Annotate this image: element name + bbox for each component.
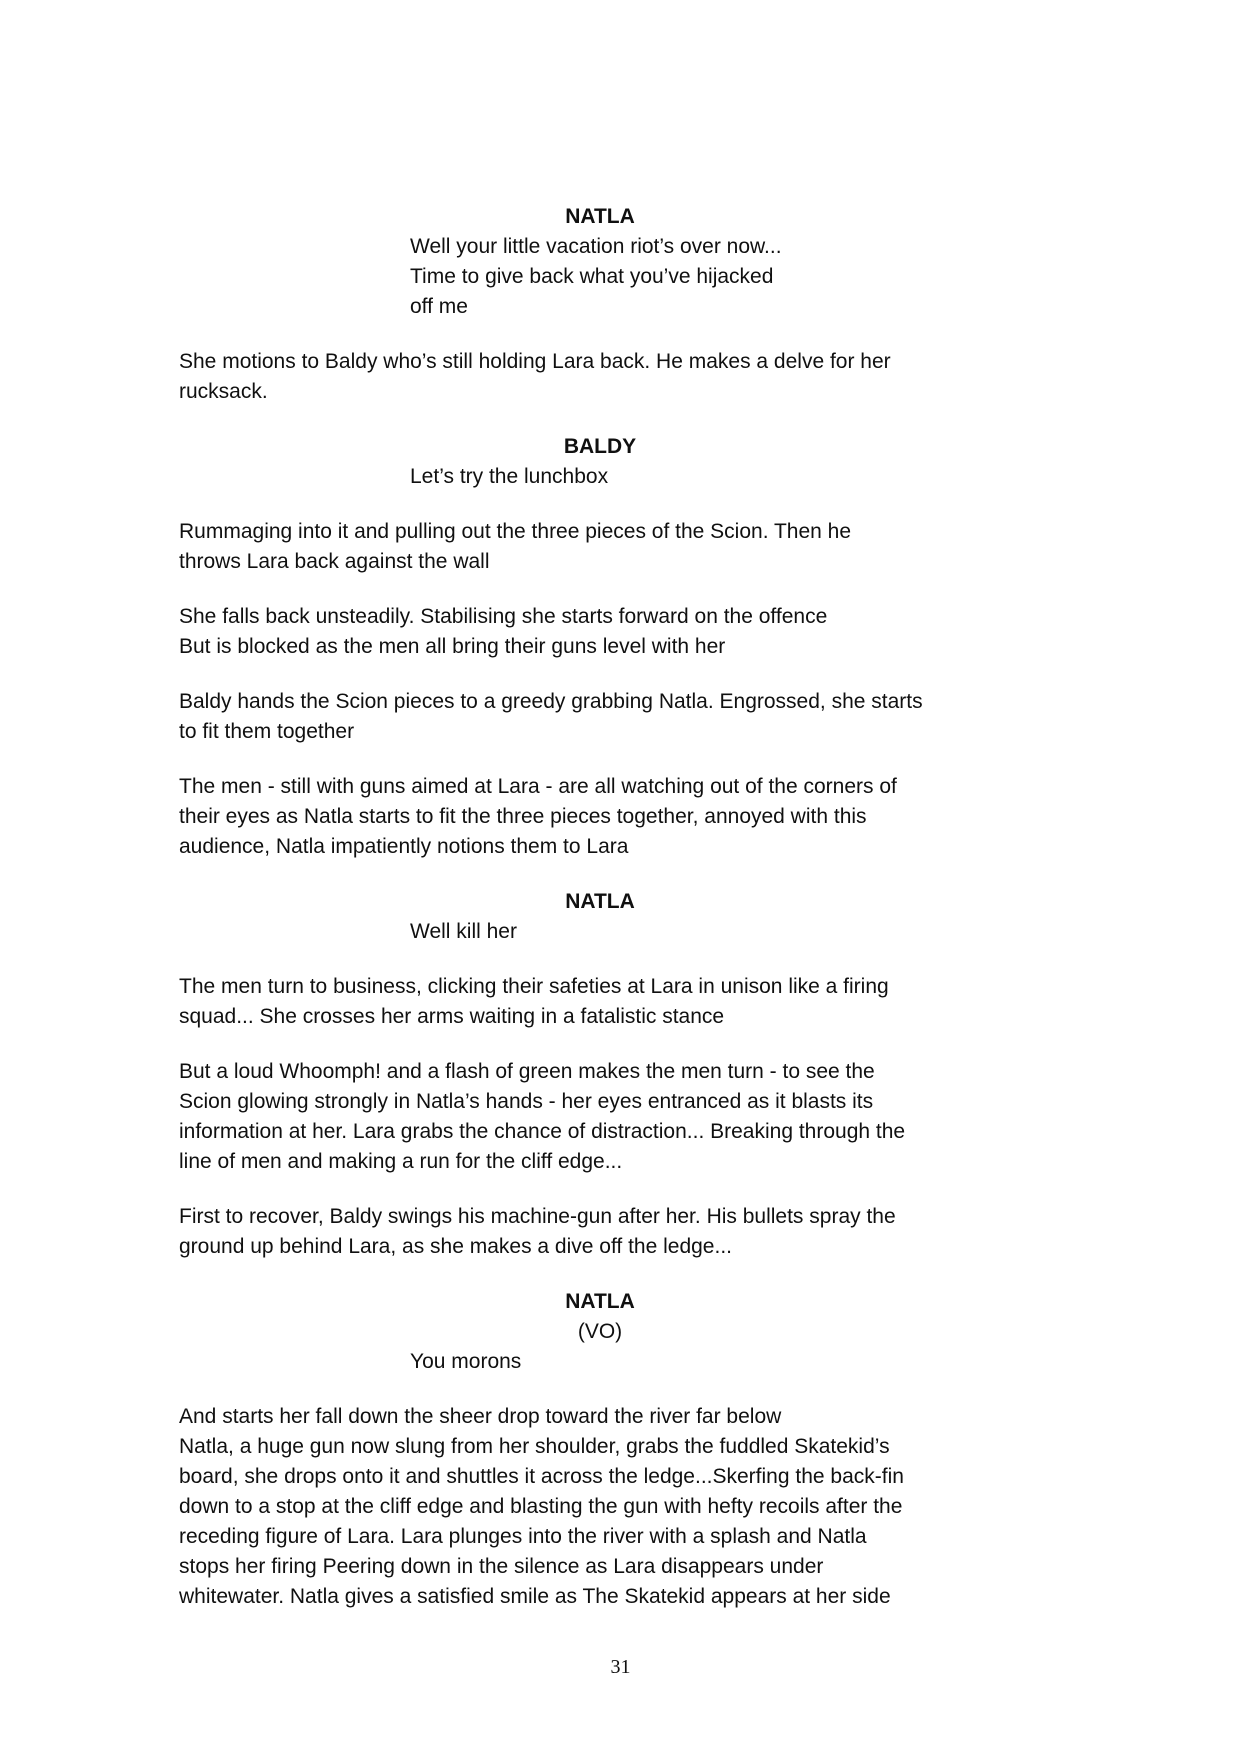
- action-line: And starts her fall down the sheer drop toward the river far below: [179, 1405, 782, 1428]
- action-line: receding figure of Lara. Lara plunges into the river with a splash and Natla: [179, 1525, 867, 1548]
- action-block: [0, 1057, 1241, 1177]
- action-line: Scion glowing strongly in Natla’s hands - her eyes entranced as it blasts its: [179, 1090, 874, 1113]
- action-line: audience, Natla impatiently notions them to Lara: [179, 835, 629, 858]
- action-line: information at her. Lara grabs the chance of distraction... Breaking through the: [179, 1120, 906, 1143]
- action-line: down to a stop at the cliff edge and blasting the gun with hefty recoils after the: [179, 1495, 903, 1518]
- character-cue: NATLA: [565, 1290, 635, 1313]
- page-number: 31: [610, 1656, 631, 1678]
- dialogue-line: off me: [410, 295, 468, 318]
- action-line: The men turn to business, clicking their safeties at Lara in unison like a firing: [179, 975, 889, 998]
- action-line: Rummaging into it and pulling out the three pieces of the Scion. Then he: [179, 520, 852, 543]
- action-block: [0, 1402, 1241, 1612]
- action-line: She falls back unsteadily. Stabilising she starts forward on the offence: [179, 605, 828, 628]
- dialogue-block: [0, 1287, 1241, 1377]
- action-block: [0, 602, 1241, 662]
- action-line: to fit them together: [179, 720, 355, 743]
- action-line: squad... She crosses her arms waiting in a fatalistic stance: [179, 1005, 725, 1028]
- dialogue-line: Well your little vacation riot’s over now...: [410, 235, 782, 258]
- dialogue-line: Time to give back what you’ve hijacked: [410, 265, 774, 288]
- dialogue-line: Let’s try the lunchbox: [410, 465, 609, 488]
- action-line: line of men and making a run for the cliff edge...: [179, 1150, 623, 1173]
- dialogue-line: Well kill her: [410, 920, 517, 943]
- dialogue-line: You morons: [410, 1350, 522, 1373]
- action-block: [0, 517, 1241, 577]
- action-line: Baldy hands the Scion pieces to a greedy grabbing Natla. Engrossed, she starts: [179, 690, 923, 713]
- action-line: their eyes as Natla starts to fit the three pieces together, annoyed with this: [179, 805, 867, 828]
- action-line: rucksack.: [179, 380, 268, 403]
- action-line: stops her firing Peering down in the silence as Lara disappears under: [179, 1555, 824, 1578]
- dialogue-block: [0, 202, 1241, 322]
- character-cue: NATLA: [565, 205, 635, 228]
- action-line: throws Lara back against the wall: [179, 550, 490, 573]
- action-line: ground up behind Lara, as she makes a dive off the ledge...: [179, 1235, 732, 1258]
- action-line: The men - still with guns aimed at Lara - are all watching out of the corners of: [179, 775, 897, 798]
- character-cue: BALDY: [563, 435, 637, 458]
- action-line: board, she drops onto it and shuttles it across the ledge...Skerfing the back-fin: [179, 1465, 904, 1488]
- action-block: [0, 1202, 1241, 1262]
- action-block: [0, 687, 1241, 747]
- parenthetical: (VO): [577, 1320, 623, 1343]
- action-line: She motions to Baldy who’s still holding Lara back. He makes a delve for her: [179, 350, 891, 373]
- action-line: Natla, a huge gun now slung from her shoulder, grabs the fuddled Skatekid’s: [179, 1435, 890, 1458]
- action-line: But is blocked as the men all bring their guns level with her: [179, 635, 726, 658]
- action-line: First to recover, Baldy swings his machine-gun after her. His bullets spray the: [179, 1205, 896, 1228]
- action-block: [0, 972, 1241, 1032]
- action-block: [0, 772, 1241, 862]
- dialogue-block: [0, 887, 1241, 947]
- dialogue-block: [0, 432, 1241, 492]
- character-cue: NATLA: [565, 890, 635, 913]
- action-line: But a loud Whoomph! and a flash of green makes the men turn - to see the: [179, 1060, 875, 1083]
- action-block: [0, 347, 1241, 407]
- action-line: whitewater. Natla gives a satisfied smile as The Skatekid appears at her side: [179, 1585, 891, 1608]
